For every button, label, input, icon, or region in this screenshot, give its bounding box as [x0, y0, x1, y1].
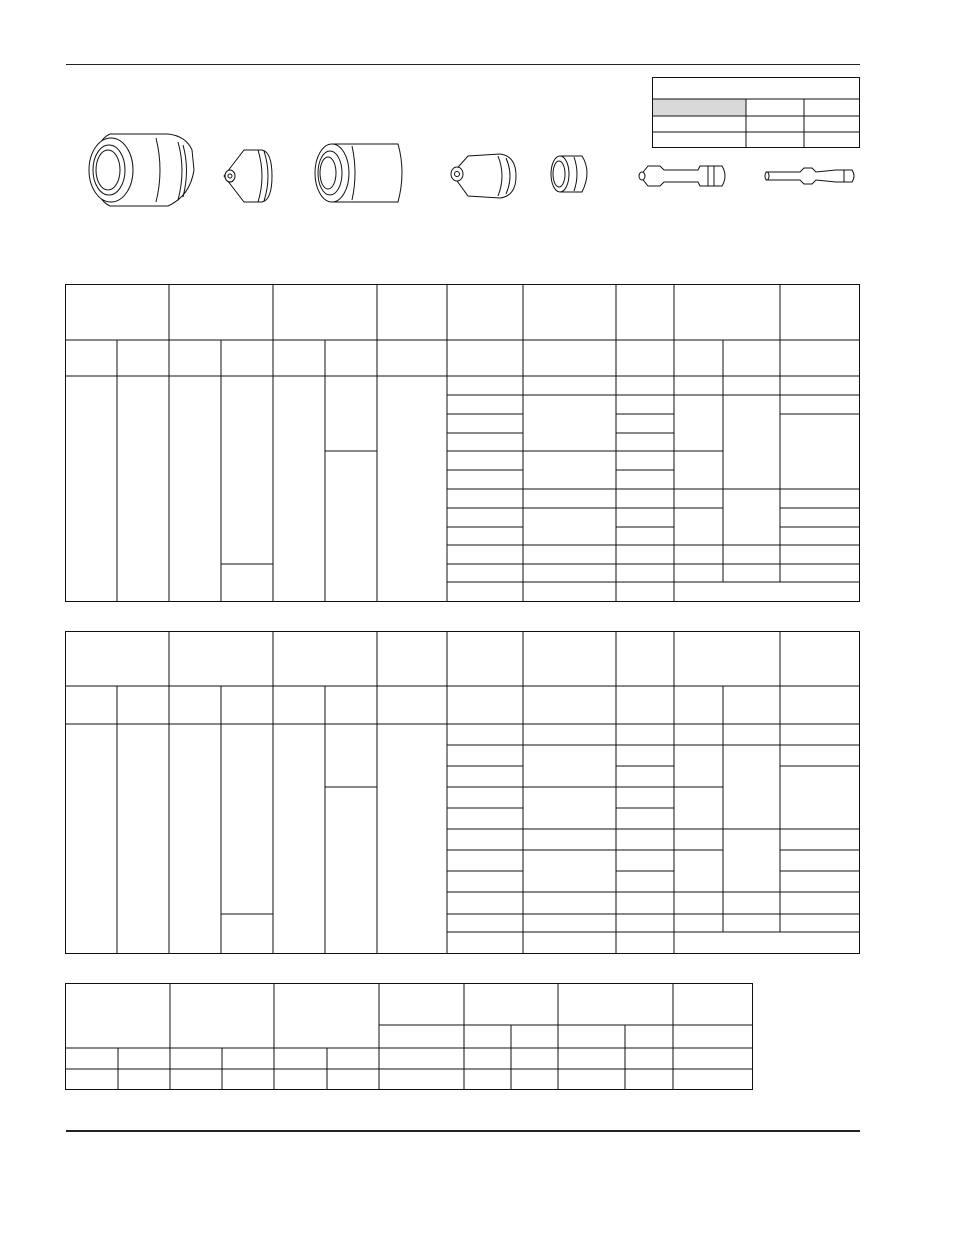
swirl-ring-icon	[551, 156, 587, 192]
bottom-summary-table-grid	[65, 983, 757, 1093]
lower-parts-table	[65, 631, 865, 959]
bottom-summary-table	[65, 983, 757, 1093]
footer-rule	[66, 1130, 860, 1132]
shield-icon	[89, 134, 194, 206]
electrode-icon	[639, 166, 725, 186]
retaining-cap-icon	[315, 144, 402, 202]
consumable-parts-row	[0, 0, 954, 230]
nozzle-icon	[451, 154, 516, 198]
shield-cap-icon	[224, 150, 272, 202]
water-tube-icon	[765, 168, 854, 184]
lower-parts-table-grid	[65, 631, 865, 959]
upper-parts-table	[65, 284, 865, 606]
upper-parts-table-grid	[65, 284, 865, 606]
